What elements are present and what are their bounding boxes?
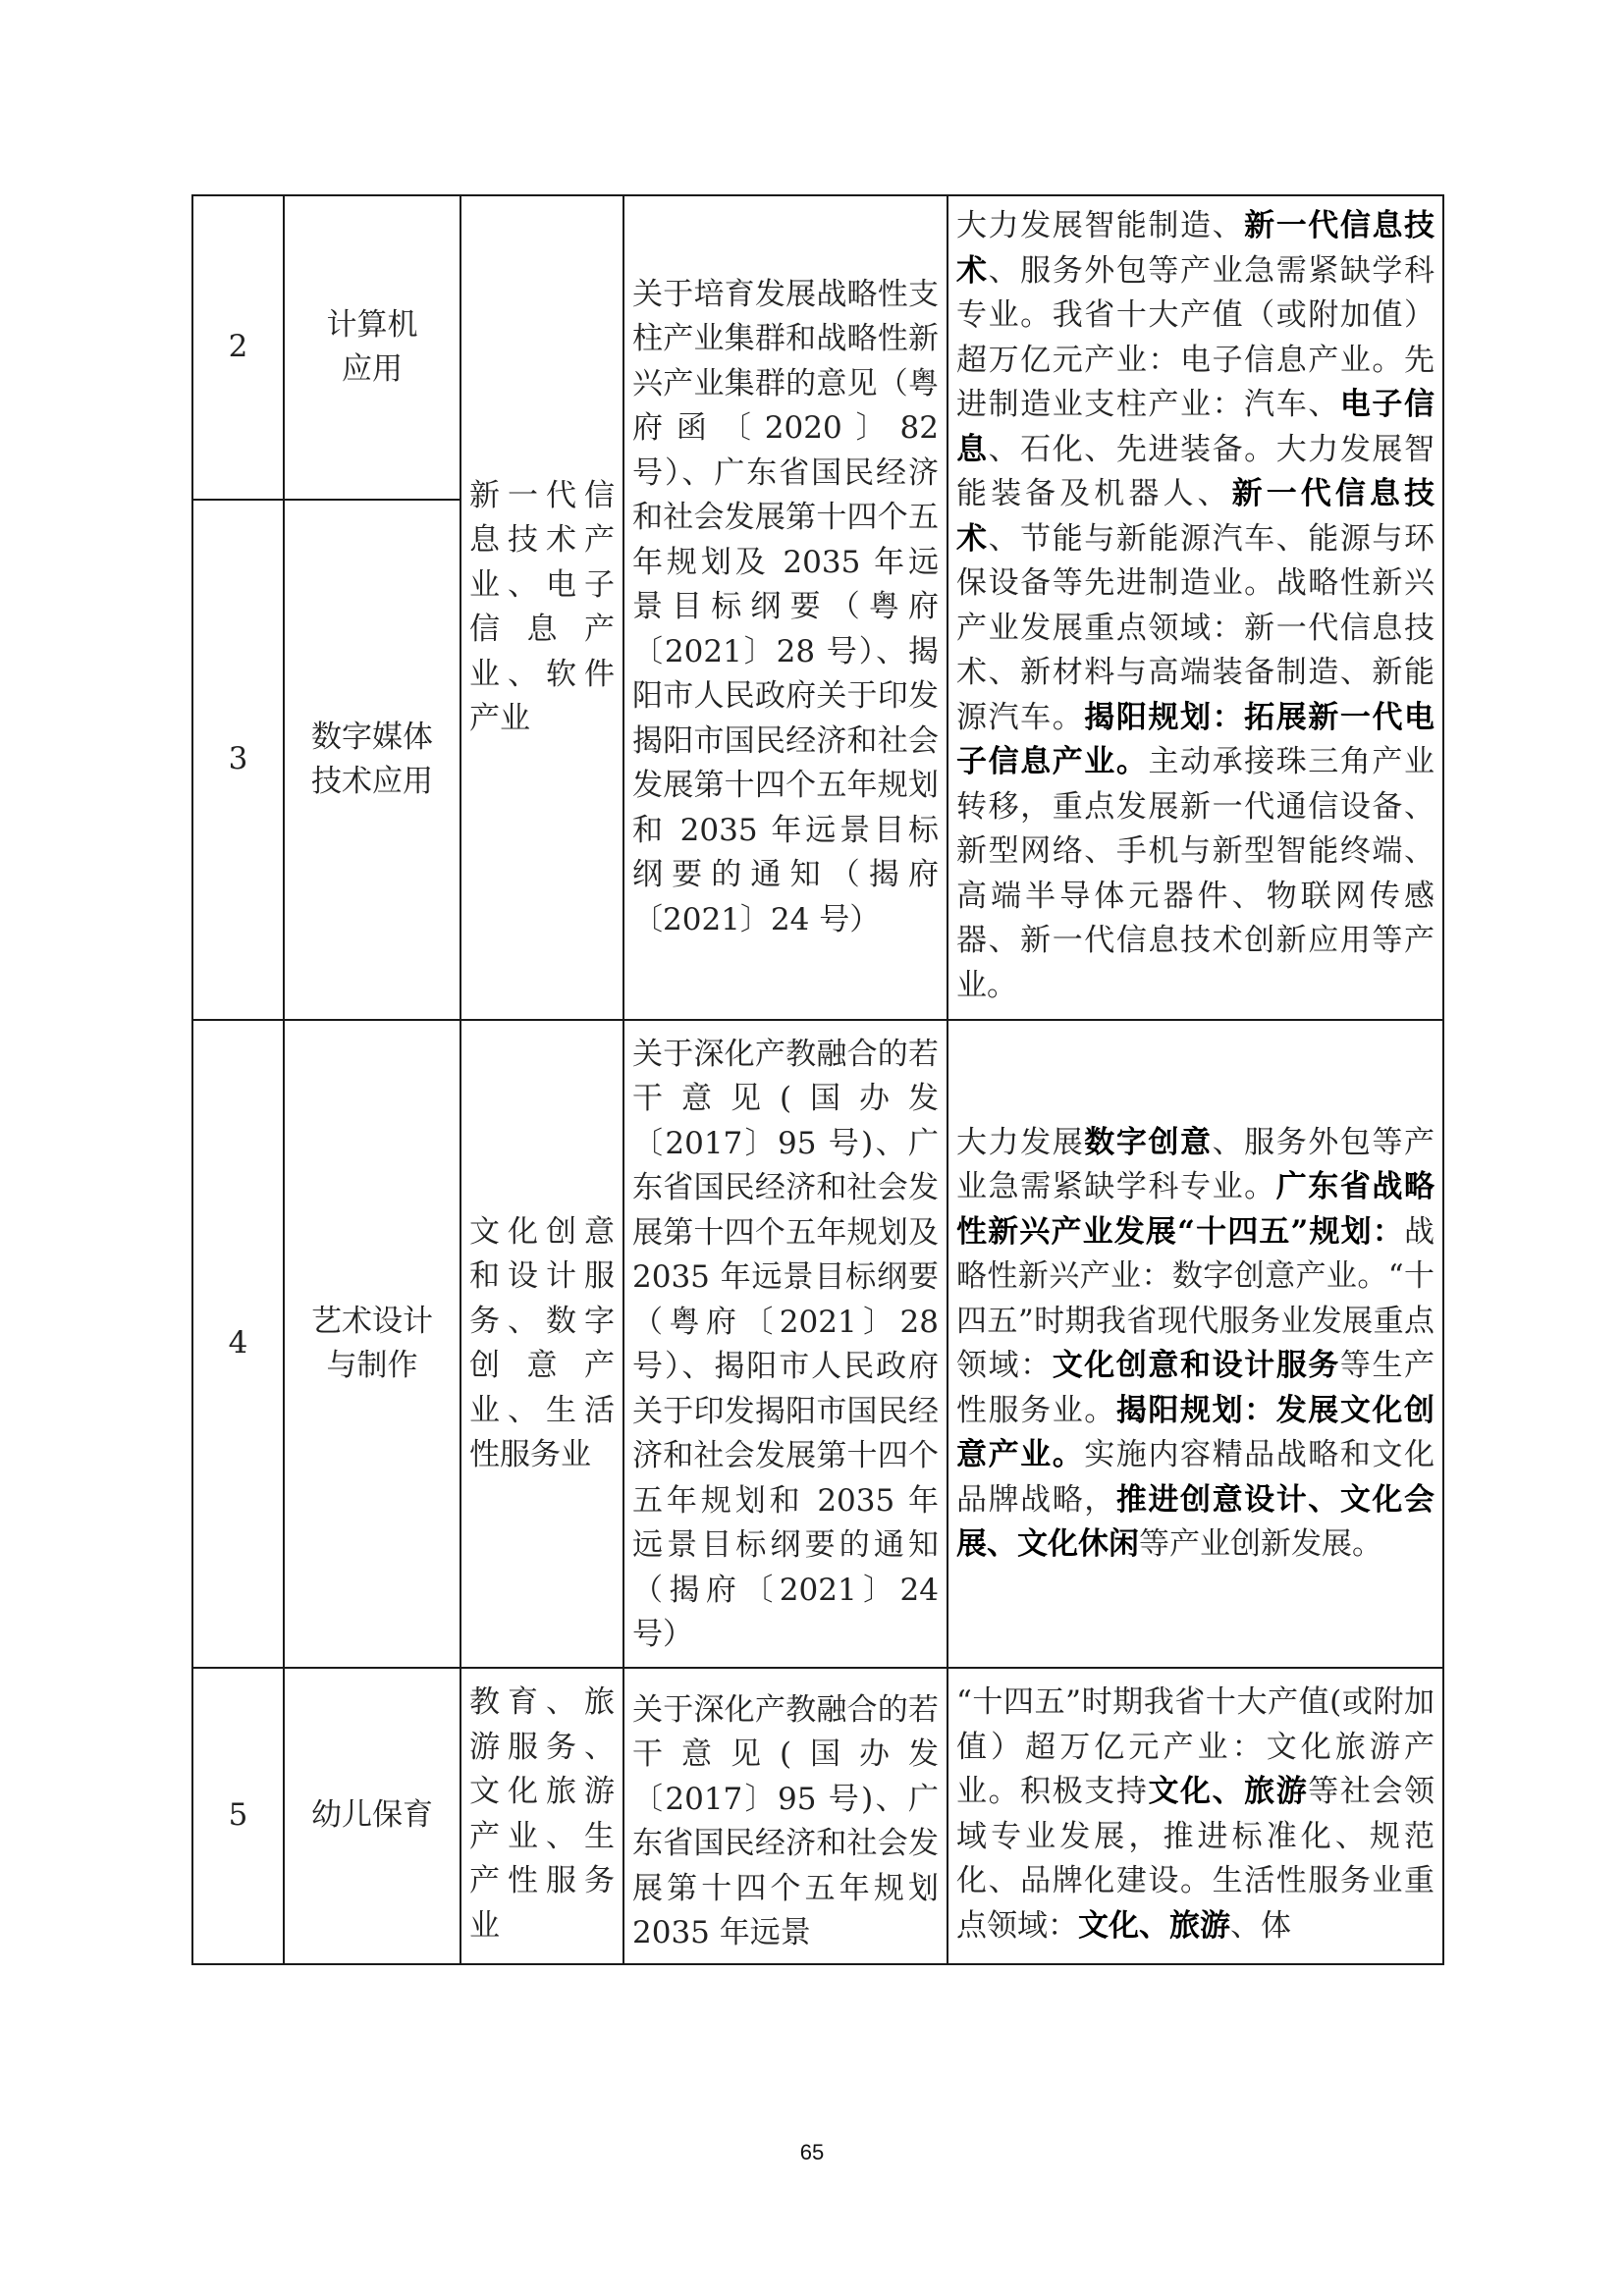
description-highlight: 文化创意和设计服务 [1052,1348,1340,1383]
major-name [284,1668,460,1964]
page-number: 65 [799,2140,825,2164]
description-text: 、服务外包等产业急需紧缺学科专业。 [956,1124,1435,1204]
description-highlight: 文化、旅游 [1148,1774,1309,1809]
description-text: “十四五”时期我省十大产值(或附加值）超万亿元产业：文化旅游产业。积极支持 [956,1684,1435,1809]
major-name [284,1020,460,1668]
description-highlight: 新一代信息技术 [956,476,1435,557]
description-highlight: 推进创意设计、文化会展、文化休闲 [956,1481,1435,1562]
policy-documents-cell: 关于培育发展战略性支柱产业集群和战略性新兴产业集群的意见（粤府函〔2020〕82 号）、广东省国民经济和社会发展第十四个五年规划及 2035 年远景目标纲要（粤府〔2021〕28 号）、揭阳市人民政府关于印发揭阳市国民经济和社会发展第十四个五年规划和 2035 年远景目标纲要的通知（揭府〔2021〕24 号） [623,195,947,1020]
row-number: 4 [192,1020,284,1668]
industry-description-cell [947,1020,1443,1668]
policy-documents-cell: 关于深化产教融合的若干意见(国办发〔2017〕95 号)、广东省国民经济和社会发展第十四个五年规划及 2035 年远景目标纲要（粤府〔2021〕28 号）、揭阳市人民政府关于印发揭阳市国民经济和社会发展第十四个五年规划和 2035 年远景目标纲要的通知（揭府〔2021〕24 号） [623,1020,947,1668]
description-text: 等生产性服务业。 [956,1348,1435,1428]
description-text: 、节能与新能源汽车、能源与环保设备等先进制造业。战略性新兴产业发展重点领域：新一代信息技术、新材料与高端装备制造、新能源汽车。 [956,520,1435,735]
description-highlight: 电子信息 [956,387,1435,467]
major-name-line: 艺术设计 [311,1303,433,1339]
description-text: 战略性新兴产业：数字创意产业。“十四五”时期我省现代服务业发展重点领域： [956,1213,1435,1383]
industry-description-cell [947,195,1443,1020]
description-text: 、石化、先进装备。大力发展智能装备及机器人、 [956,431,1435,511]
major-name-line: 应用 [342,351,403,387]
table-row [192,1668,1443,1964]
table-row [192,1020,1443,1668]
policy-documents-cell: 关于深化产教融合的若干意见(国办发〔2017〕95 号)、广东省国民经济和社会发展第十四个五年规划 2035 年远景 [623,1668,947,1964]
major-industry-table [191,194,1444,1965]
row-number: 3 [192,500,284,1020]
row-number: 5 [192,1668,284,1964]
major-name-line: 与制作 [326,1348,418,1383]
major-name [284,195,460,500]
description-text: 主动承接珠三角产业转移，重点发展新一代通信设备、新型网络、手机与新型智能终端、高端半导体元器件、物联网传感器、新一代信息技术创新应用等产业。 [956,744,1435,1003]
description-text: 、体 [1230,1907,1291,1944]
description-text: 、服务外包等产业急需紧缺学科专业。我省十大产值（或附加值）超万亿元产业：电子信息产业。先进制造业支柱产业：汽车、 [956,252,1435,422]
description-highlight: 揭阳规划：发展文化创意产业。 [956,1392,1435,1472]
industry-cell: 新一代信息技术产业、电子信息产业、软件产业 [460,195,623,1020]
major-name-line: 幼儿保育 [311,1797,433,1834]
description-text: 大力发展 [956,1124,1085,1160]
major-name-line: 技术应用 [311,764,433,799]
description-text: 大力发展智能制造、 [956,208,1245,243]
description-text: 实施内容精品战略和文化品牌战略， [956,1437,1435,1518]
table-row [192,195,1443,500]
description-highlight: 数字创意 [1084,1124,1213,1160]
description-highlight: 揭阳规划：拓展新一代电子信息产业。 [956,699,1435,779]
row-number: 2 [192,195,284,500]
description-highlight: 广东省战略性新兴产业发展“十四五”规划： [956,1169,1435,1250]
description-highlight: 新一代信息技术 [956,208,1435,289]
description-highlight: 文化、旅游 [1078,1907,1230,1944]
major-name-line: 计算机 [326,306,418,343]
description-text: 等社会领域专业发展，推进标准化、规范化、品牌化建设。生活性服务业重点领域： [956,1774,1435,1944]
description-text: 等产业创新发展。 [1139,1526,1382,1562]
major-name-line: 数字媒体 [311,719,433,755]
industry-description-cell [947,1668,1443,1964]
major-name [284,500,460,1020]
industry-cell: 教育、旅游服务、文化旅游产业、生产性服务业 [460,1668,623,1964]
industry-cell: 文化创意和设计服务、数字创意产业、生活性服务业 [460,1020,623,1668]
